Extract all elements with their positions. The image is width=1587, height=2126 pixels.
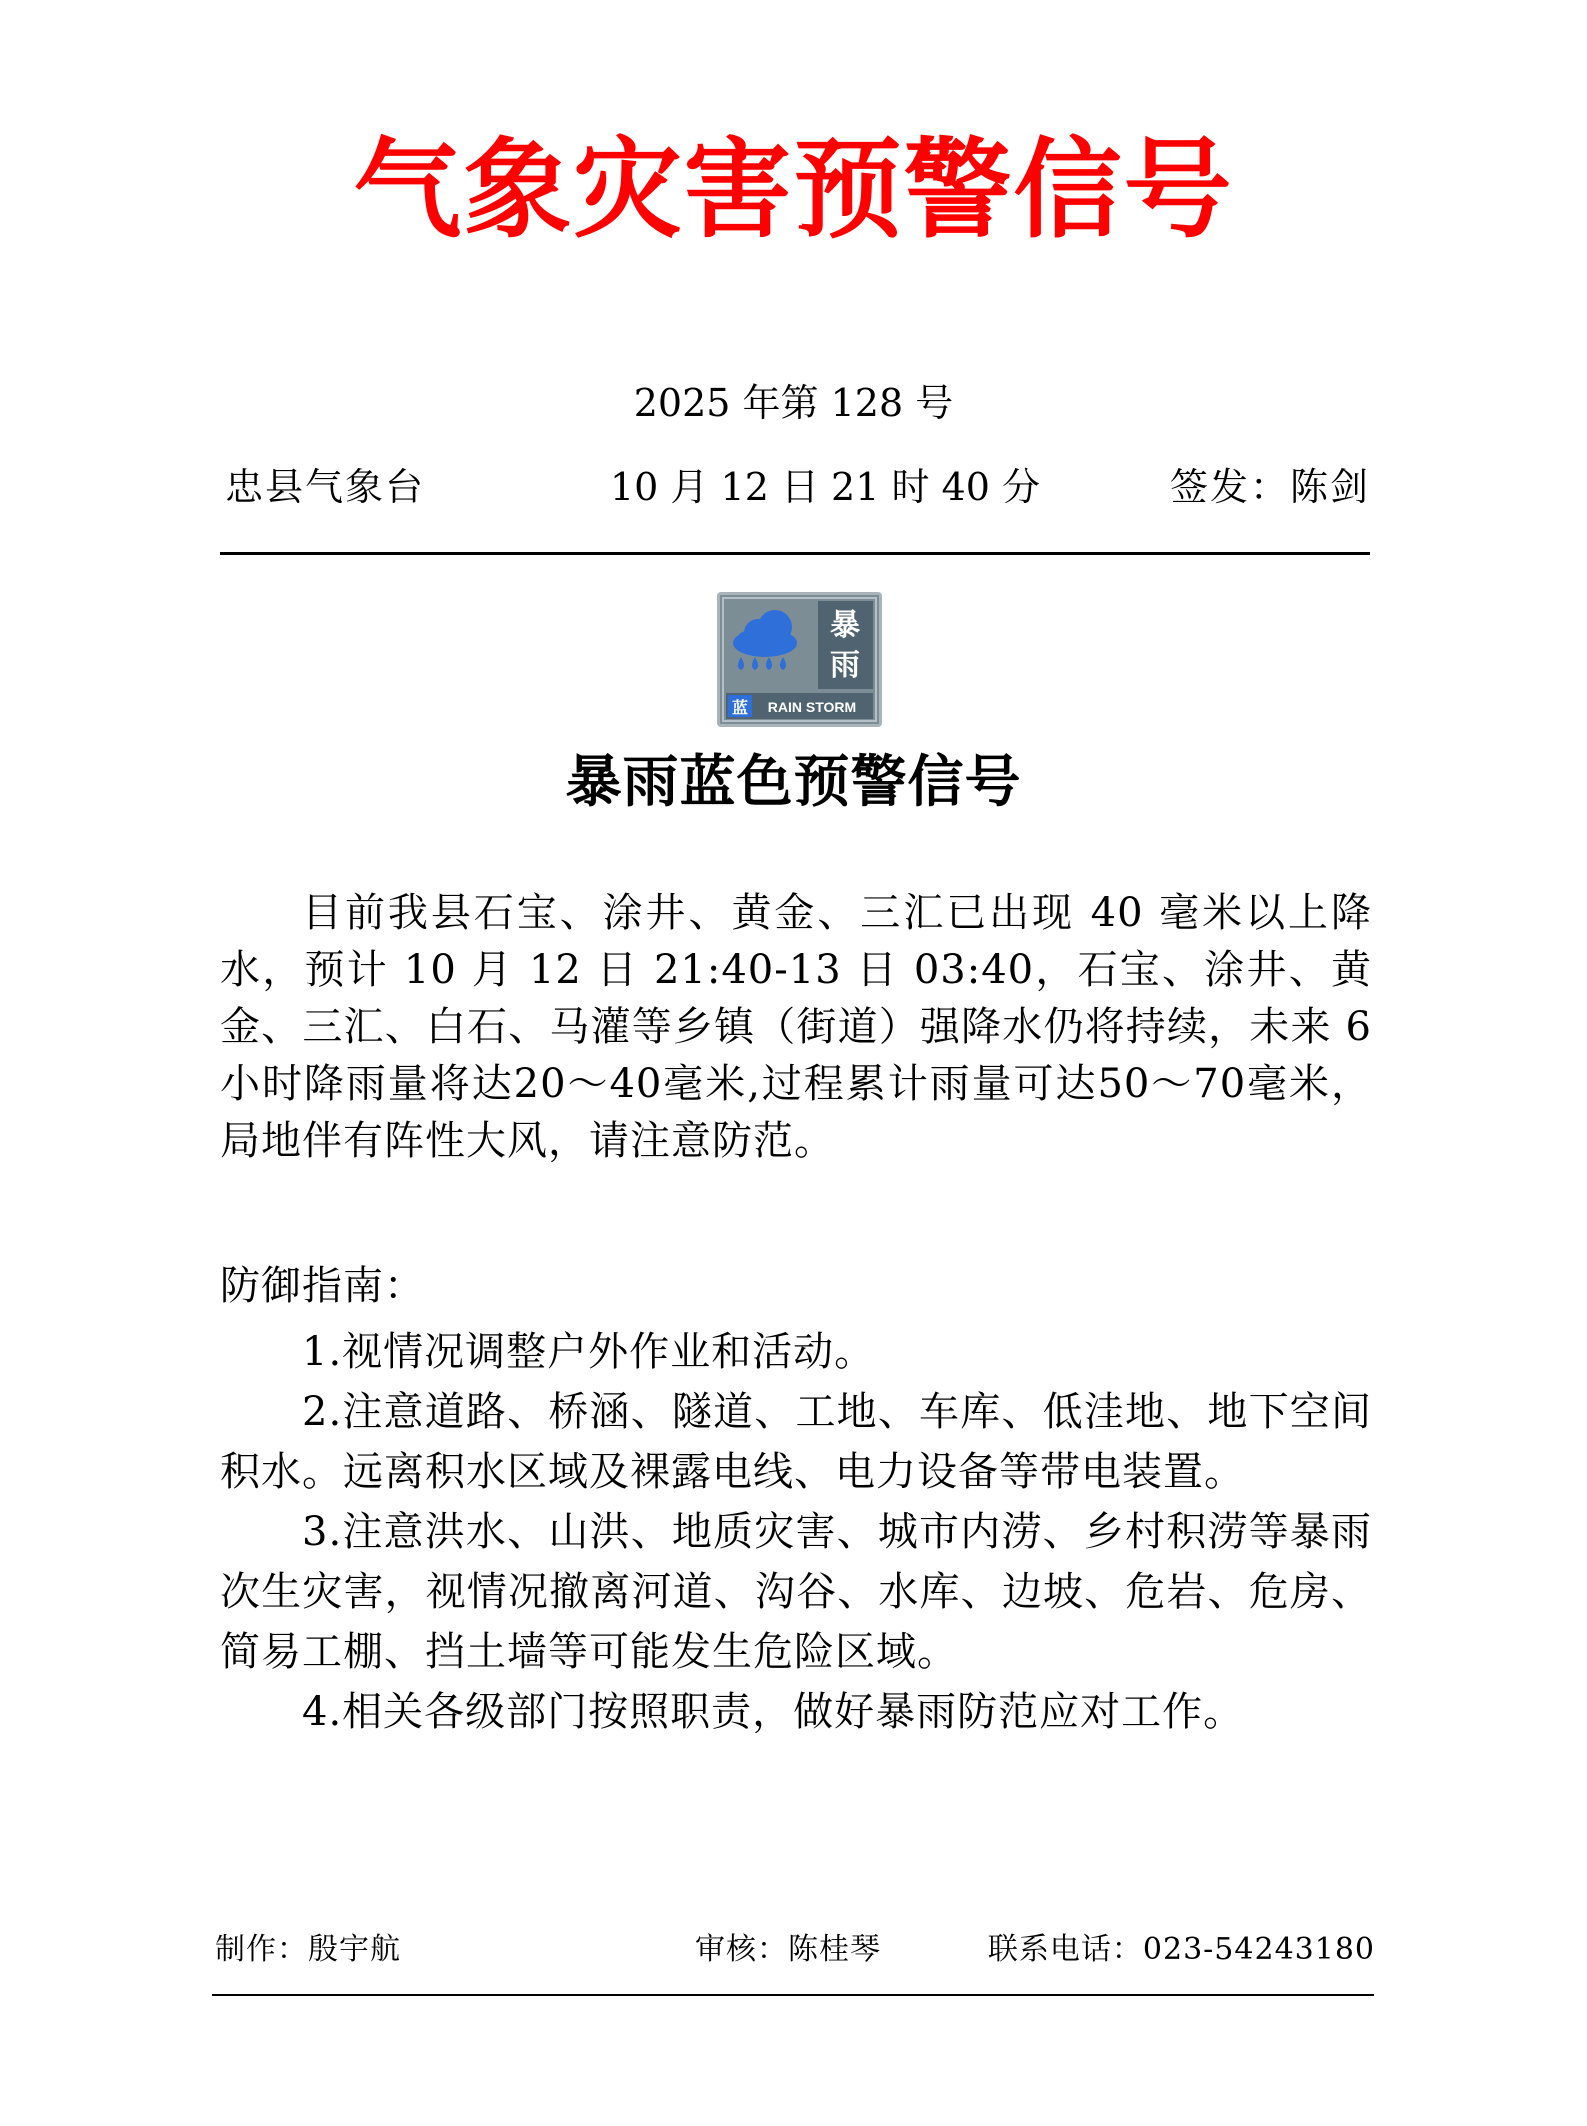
footer-row (215, 1930, 1375, 1970)
icon-level-char: 蓝 (731, 698, 749, 717)
footer-maker: 制作：殷宇航 (215, 1932, 401, 1967)
issue-time: 10 月 12 日 21 时 40 分 (610, 465, 1040, 509)
icon-char-top: 暴 (830, 608, 860, 643)
guide-list (220, 1322, 1372, 1742)
page-title: 气象灾害预警信号 (353, 127, 1234, 253)
signer: 签发：陈剑 (1169, 465, 1370, 509)
meta-row (220, 462, 1370, 512)
issue-number: 2025 年第 128 号 (633, 381, 954, 425)
guide-item: 2.注意道路、桥涵、隧道、工地、车库、低洼地、地下空间积水。远离积水区域及裸露电线、电力设备等带电装置。 (220, 1389, 1372, 1495)
signal-title: 暴雨蓝色预警信号 (565, 749, 1022, 815)
guide-item: 4.相关各级部门按照职责，做好暴雨防范应对工作。 (302, 1689, 1245, 1735)
icon-english-label: RAIN STORM (767, 699, 857, 715)
rainstorm-icon-graphic (720, 595, 879, 724)
header-divider (220, 552, 1370, 555)
footer-phone: 联系电话：023-54243180 (987, 1932, 1375, 1967)
rainstorm-blue-warning-icon (717, 592, 882, 727)
guide-item: 3.注意洪水、山洪、地质灾害、城市内涝、乡村积涝等暴雨次生灾害，视情况撤离河道、沟谷、水库、边坡、危岩、危房、简易工棚、挡土墙等可能发生危险区域。 (220, 1509, 1372, 1675)
guide-title: 防御指南： (220, 1263, 425, 1309)
footer-reviewer: 审核：陈桂琴 (695, 1932, 881, 1967)
warning-paragraph: 目前我县石宝、涂井、黄金、三汇已出现 40 毫米以上降水，预计 10 月 12 日 21:40-13 日 03:40，石宝、涂井、黄金、三汇、白石、马灌等乡镇（街道）强降水仍将持续，未来 6 小时降雨量将达20～40毫米,过程累计雨量可达50～70毫米，局地伴有阵性大风，请注意防范。 (220, 890, 1372, 1164)
footer-divider (212, 1994, 1374, 1996)
icon-char-bottom: 雨 (830, 648, 860, 683)
issuer: 忠县气象台 (225, 465, 426, 509)
guide-item: 1.视情况调整户外作业和活动。 (302, 1329, 876, 1375)
